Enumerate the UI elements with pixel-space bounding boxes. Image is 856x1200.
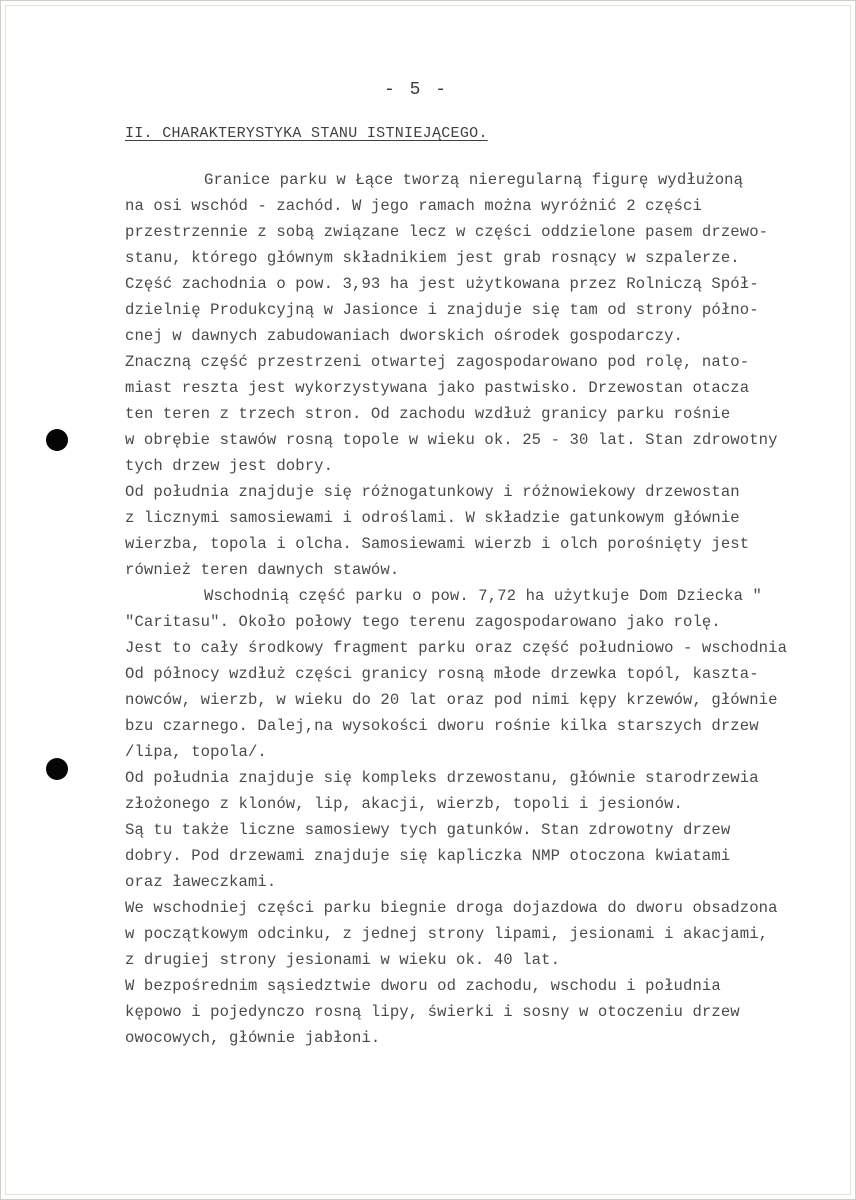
body-line: Od południa znajduje się różnogatunkowy i różnowiekowy drzewostan — [125, 483, 740, 501]
body-line: dobry. Pod drzewami znajduje się kapliczka NMP otoczona kwiatami — [125, 847, 731, 865]
body-line: "Caritasu". Około połowy tego terenu zagospodarowano jako rolę. — [125, 613, 721, 631]
body-line: w obrębie stawów rosną topole w wieku ok. 25 - 30 lat. Stan zdrowotny — [125, 431, 778, 449]
body-line: z licznymi samosiewami i odroślami. W składzie gatunkowym głównie — [125, 509, 740, 527]
body-line: w początkowym odcinku, z jednej strony lipami, jesionami i akacjami, — [125, 925, 769, 943]
body-line: na osi wschód - zachód. W jego ramach można wyróżnić 2 części — [125, 197, 702, 215]
body-line: dzielnię Produkcyjną w Jasionce i znajduje się tam od strony półno- — [125, 301, 759, 319]
body-line: oraz ławeczkami. — [125, 873, 277, 891]
body-line: złożonego z klonów, lip, akacji, wierzb, topoli i jesionów. — [125, 795, 684, 813]
body-line: cnej w dawnych zabudowaniach dworskich ośrodek gospodarczy. — [125, 327, 684, 345]
body-line: miast reszta jest wykorzystywana jako pastwisko. Drzewostan otacza — [125, 379, 750, 397]
punch-hole — [46, 758, 68, 780]
body-line: z drugiej strony jesionami w wieku ok. 40 lat. — [125, 951, 561, 969]
page-number: - 5 - — [384, 80, 449, 100]
body-line: przestrzennie z sobą związane lecz w części oddzielone pasem drzewo- — [125, 223, 769, 241]
body-line: ten teren z trzech stron. Od zachodu wzdłuż granicy parku rośnie — [125, 405, 731, 423]
body-line: owocowych, głównie jabłoni. — [125, 1029, 381, 1047]
body-line: W bezpośrednim sąsiedztwie dworu od zachodu, wschodu i południa — [125, 977, 721, 995]
body-line: Jest to cały środkowy fragment parku oraz część południowo - wschodnia — [125, 639, 788, 657]
body-line: również teren dawnych stawów. — [125, 561, 400, 579]
body-line: Znaczną część przestrzeni otwartej zagospodarowano pod rolę, nato- — [125, 353, 750, 371]
punch-hole — [46, 429, 68, 451]
body-line: tych drzew jest dobry. — [125, 457, 334, 475]
body-line: nowców, wierzb, w wieku do 20 lat oraz pod nimi kępy krzewów, głównie — [125, 691, 778, 709]
body-line: /lipa, topola/. — [125, 743, 267, 761]
body-line: Wschodnią część parku o pow. 7,72 ha użytkuje Dom Dziecka " — [204, 587, 763, 605]
body-line: Granice parku w Łące tworzą nieregularną figurę wydłużoną — [204, 171, 744, 189]
body-line: stanu, którego głównym składnikiem jest grab rosnący w szpalerze. — [125, 249, 740, 267]
section-heading: II. CHARAKTERYSTYKA STANU ISTNIEJĄCEGO. — [125, 125, 488, 142]
body-line: Od północy wzdłuż części granicy rosną młode drzewka topól, kaszta- — [125, 665, 759, 683]
body-line: Część zachodnia o pow. 3,93 ha jest użytkowana przez Rolniczą Spół- — [125, 275, 759, 293]
body-line: Od południa znajduje się kompleks drzewostanu, głównie starodrzewia — [125, 769, 759, 787]
body-line: wierzba, topola i olcha. Samosiewami wierzb i olch porośnięty jest — [125, 535, 750, 553]
body-line: bzu czarnego. Dalej,na wysokości dworu rośnie kilka starszych drzew — [125, 717, 759, 735]
body-line: We wschodniej części parku biegnie droga dojazdowa do dworu obsadzona — [125, 899, 778, 917]
body-line: Są tu także liczne samosiewy tych gatunków. Stan zdrowotny drzew — [125, 821, 731, 839]
body-line: kępowo i pojedynczo rosną lipy, świerki i sosny w otoczeniu drzew — [125, 1003, 740, 1021]
